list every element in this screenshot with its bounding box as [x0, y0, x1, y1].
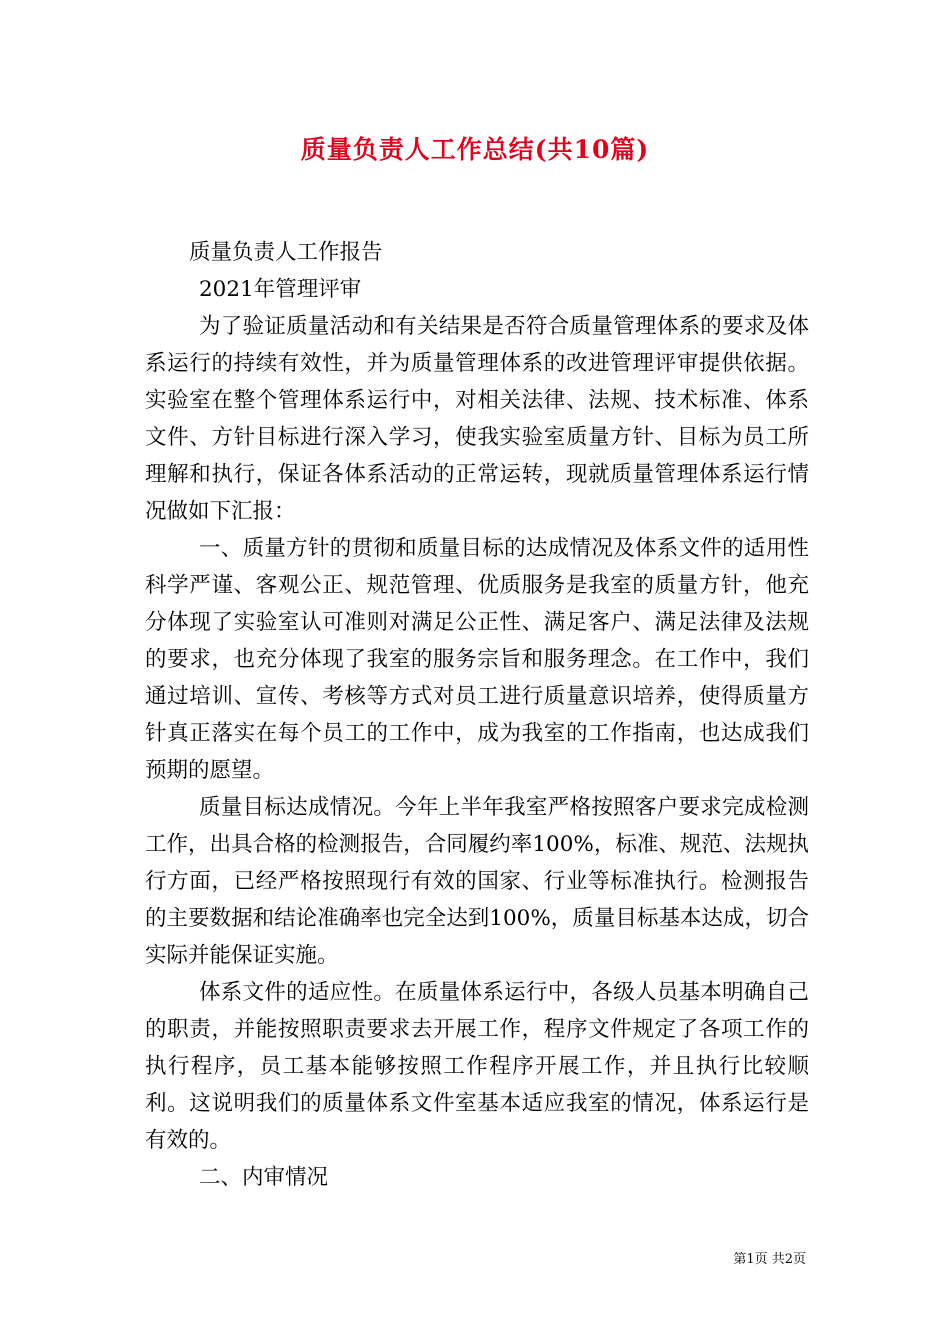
paragraph-system-docs: 体系文件的适应性。在质量体系运行中，各级人员基本明确自己的职责，并能按照职责要求去开展工作，程序文件规定了各项工作的执行程序，员工基本能够按照工作程序开展工作，并且执行比较顺利。这说明我们的质量体系文件室基本适应我室的情况，体系运行是有效的。: [145, 980, 809, 1153]
review-heading: 2021年管理评审: [199, 277, 362, 302]
page-number: 第1页 共2页: [733, 1252, 806, 1267]
document-body: [145, 234, 809, 1196]
paragraph-intro: 为了验证质量活动和有关结果是否符合质量管理体系的要求及体系运行的持续有效性，并为质量管理体系的改进管理评审提供依据。实验室在整个管理体系运行中，对相关法律、法规、技术标准、体系文件、方针目标进行深入学习，使我实验室质量方针、目标为员工所理解和执行，保证各体系活动的正常运转，现就质量管理体系运行情况做如下汇报：: [145, 314, 809, 524]
paragraph-quality-goals: 质量目标达成情况。今年上半年我室严格按照客户要求完成检测工作，出具合格的检测报告，合同履约率100%，标准、规范、法规执行方面，已经严格按照现行有效的国家、行业等标准执行。检测报告的主要数据和结论准确率也完全达到100%，质量目标基本达成，切合实际并能保证实施。: [145, 795, 809, 968]
paragraph-section-1: 一、质量方针的贯彻和质量目标的达成情况及体系文件的适用性科学严谨、客观公正、规范管理、优质服务是我室的质量方针，他充分体现了实验室认可准则对满足公正性、满足客户、满足法律及法规的要求，也充分体现了我室的服务宗旨和服务理念。在工作中，我们通过培训、宣传、考核等方式对员工进行质量意识培养，使得质量方针真正落实在每个员工的工作中，成为我室的工作指南，也达成我们预期的愿望。: [145, 536, 809, 783]
document-title: 质量负责人工作总结(共10篇): [300, 135, 650, 164]
report-heading: 质量负责人工作报告: [189, 240, 383, 265]
section-2-heading: 二、内审情况: [199, 1165, 329, 1190]
